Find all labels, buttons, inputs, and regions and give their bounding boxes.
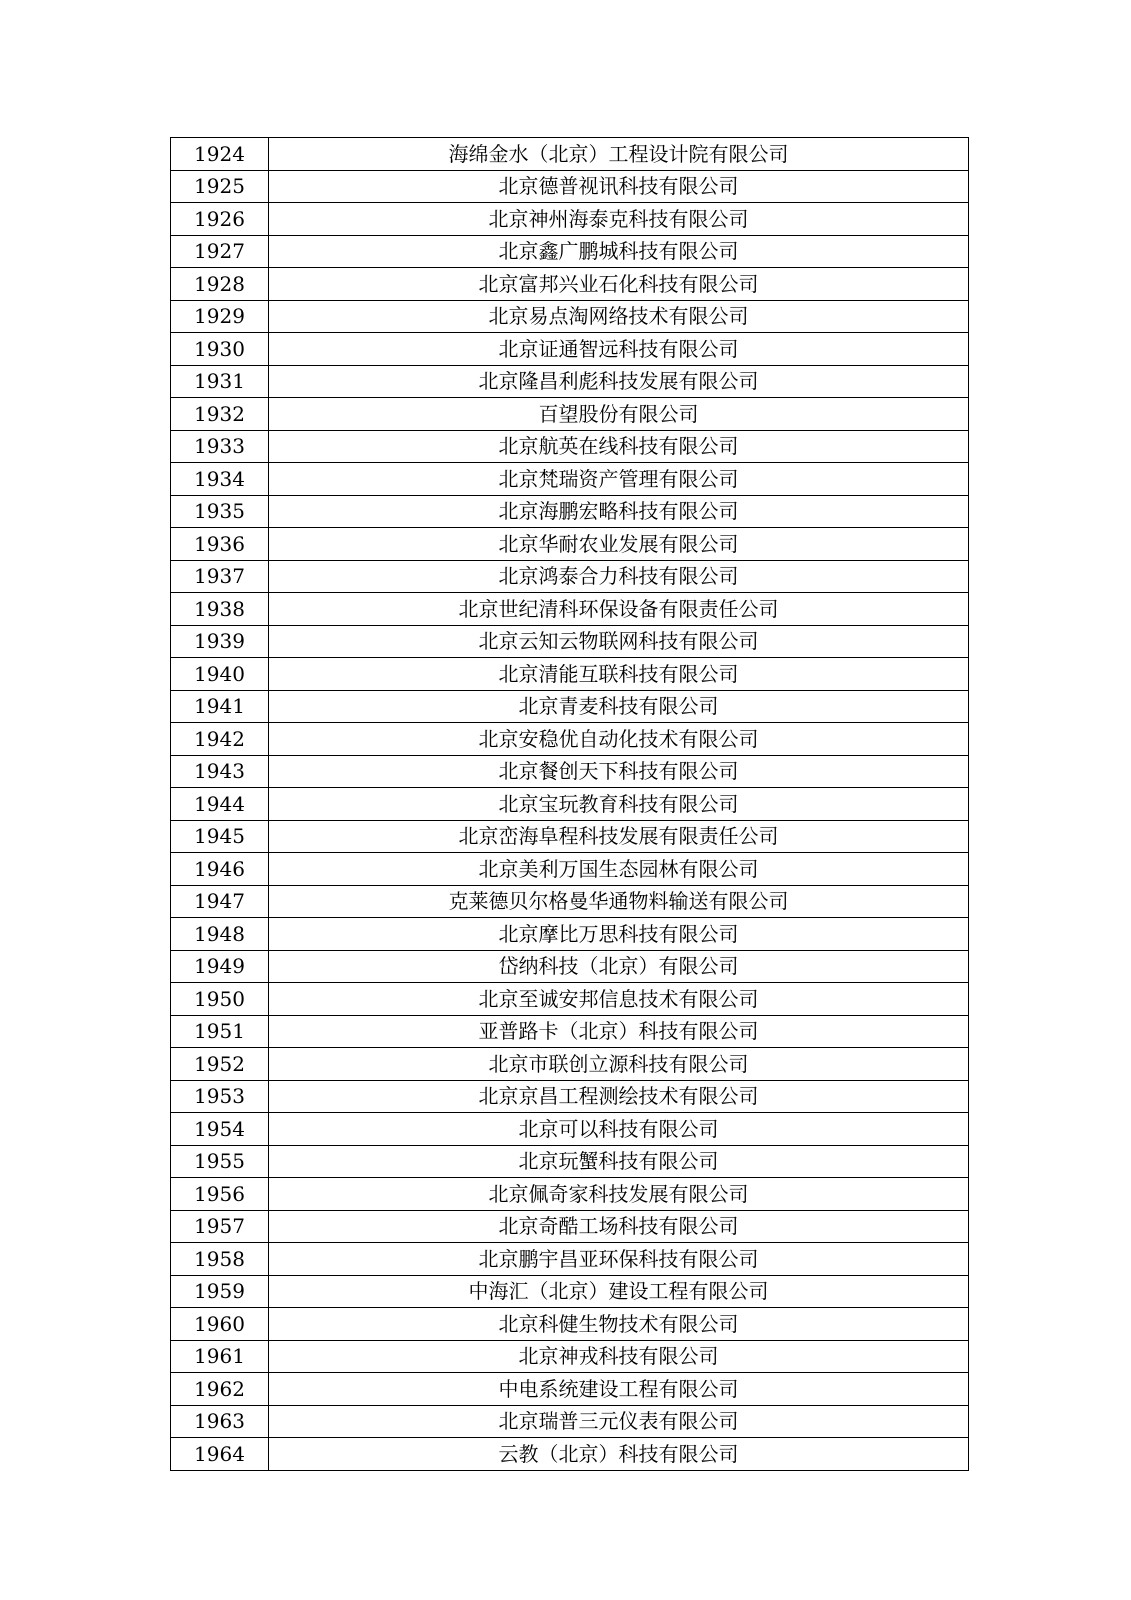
company-name-cell: 北京摩比万思科技有限公司: [269, 918, 969, 951]
company-name-cell: 北京德普视讯科技有限公司: [269, 170, 969, 203]
table-row: [171, 625, 969, 658]
row-number-cell: 1931: [171, 365, 269, 398]
company-list-table: [170, 137, 969, 1471]
company-name-cell: 北京美利万国生态园林有限公司: [269, 853, 969, 886]
row-number-cell: 1927: [171, 235, 269, 268]
company-name-cell: 北京神戎科技有限公司: [269, 1340, 969, 1373]
company-name-cell: 北京青麦科技有限公司: [269, 690, 969, 723]
table-row: [171, 1308, 969, 1341]
company-name-cell: 克莱德贝尔格曼华通物料输送有限公司: [269, 885, 969, 918]
company-name-cell: 中电系统建设工程有限公司: [269, 1373, 969, 1406]
company-name-cell: 北京宝玩教育科技有限公司: [269, 788, 969, 821]
table-row: [171, 983, 969, 1016]
row-number-cell: 1924: [171, 138, 269, 171]
table-row: [171, 300, 969, 333]
row-number-cell: 1962: [171, 1373, 269, 1406]
row-number-cell: 1944: [171, 788, 269, 821]
row-number-cell: 1950: [171, 983, 269, 1016]
company-name-cell: 北京航英在线科技有限公司: [269, 430, 969, 463]
company-name-cell: 云教（北京）科技有限公司: [269, 1438, 969, 1471]
company-name-cell: 北京易点淘网络技术有限公司: [269, 300, 969, 333]
table-row: [171, 820, 969, 853]
row-number-cell: 1961: [171, 1340, 269, 1373]
company-name-cell: 北京富邦兴业石化科技有限公司: [269, 268, 969, 301]
company-list-body: [171, 138, 969, 1471]
table-row: [171, 463, 969, 496]
table-row: [171, 398, 969, 431]
company-name-cell: 北京安稳优自动化技术有限公司: [269, 723, 969, 756]
table-row: [171, 1145, 969, 1178]
table-row: [171, 1340, 969, 1373]
table-row: [171, 1405, 969, 1438]
row-number-cell: 1941: [171, 690, 269, 723]
table-row: [171, 1210, 969, 1243]
row-number-cell: 1959: [171, 1275, 269, 1308]
row-number-cell: 1943: [171, 755, 269, 788]
company-name-cell: 北京云知云物联网科技有限公司: [269, 625, 969, 658]
table-row: [171, 1275, 969, 1308]
row-number-cell: 1963: [171, 1405, 269, 1438]
row-number-cell: 1939: [171, 625, 269, 658]
row-number-cell: 1933: [171, 430, 269, 463]
row-number-cell: 1955: [171, 1145, 269, 1178]
company-name-cell: 北京隆昌利彪科技发展有限公司: [269, 365, 969, 398]
table-row: [171, 1080, 969, 1113]
row-number-cell: 1958: [171, 1243, 269, 1276]
table-row: [171, 690, 969, 723]
row-number-cell: 1951: [171, 1015, 269, 1048]
row-number-cell: 1935: [171, 495, 269, 528]
company-name-cell: 北京鑫广鹏城科技有限公司: [269, 235, 969, 268]
company-name-cell: 中海汇（北京）建设工程有限公司: [269, 1275, 969, 1308]
row-number-cell: 1948: [171, 918, 269, 951]
row-number-cell: 1929: [171, 300, 269, 333]
table-row: [171, 885, 969, 918]
table-row: [171, 138, 969, 171]
company-name-cell: 北京京昌工程测绘技术有限公司: [269, 1080, 969, 1113]
table-row: [171, 950, 969, 983]
company-name-cell: 亚普路卡（北京）科技有限公司: [269, 1015, 969, 1048]
table-row: [171, 268, 969, 301]
company-name-cell: 海绵金水（北京）工程设计院有限公司: [269, 138, 969, 171]
table-row: [171, 788, 969, 821]
table-row: [171, 365, 969, 398]
table-row: [171, 333, 969, 366]
company-name-cell: 北京奇酷工场科技有限公司: [269, 1210, 969, 1243]
row-number-cell: 1947: [171, 885, 269, 918]
table-row: [171, 235, 969, 268]
company-name-cell: 百望股份有限公司: [269, 398, 969, 431]
table-row: [171, 430, 969, 463]
table-row: [171, 560, 969, 593]
row-number-cell: 1953: [171, 1080, 269, 1113]
row-number-cell: 1957: [171, 1210, 269, 1243]
company-name-cell: 北京鹏宇昌亚环保科技有限公司: [269, 1243, 969, 1276]
company-name-cell: 北京峦海阜程科技发展有限责任公司: [269, 820, 969, 853]
row-number-cell: 1930: [171, 333, 269, 366]
table-row: [171, 203, 969, 236]
table-row: [171, 918, 969, 951]
company-name-cell: 北京瑞普三元仪表有限公司: [269, 1405, 969, 1438]
company-name-cell: 北京佩奇家科技发展有限公司: [269, 1178, 969, 1211]
row-number-cell: 1942: [171, 723, 269, 756]
table-row: [171, 1438, 969, 1471]
table-row: [171, 1243, 969, 1276]
company-name-cell: 北京科健生物技术有限公司: [269, 1308, 969, 1341]
table-row: [171, 593, 969, 626]
company-name-cell: 北京神州海泰克科技有限公司: [269, 203, 969, 236]
company-name-cell: 北京至诚安邦信息技术有限公司: [269, 983, 969, 1016]
table-row: [171, 1113, 969, 1146]
table-row: [171, 170, 969, 203]
company-name-cell: 北京世纪清科环保设备有限责任公司: [269, 593, 969, 626]
table-row: [171, 1048, 969, 1081]
company-name-cell: 北京清能互联科技有限公司: [269, 658, 969, 691]
table-row: [171, 755, 969, 788]
row-number-cell: 1956: [171, 1178, 269, 1211]
table-row: [171, 658, 969, 691]
table-row: [171, 495, 969, 528]
company-name-cell: 北京梵瑞资产管理有限公司: [269, 463, 969, 496]
row-number-cell: 1945: [171, 820, 269, 853]
row-number-cell: 1960: [171, 1308, 269, 1341]
document-page: [170, 137, 966, 1471]
company-name-cell: 北京玩蟹科技有限公司: [269, 1145, 969, 1178]
row-number-cell: 1938: [171, 593, 269, 626]
table-row: [171, 1015, 969, 1048]
row-number-cell: 1936: [171, 528, 269, 561]
row-number-cell: 1952: [171, 1048, 269, 1081]
table-row: [171, 723, 969, 756]
row-number-cell: 1937: [171, 560, 269, 593]
row-number-cell: 1946: [171, 853, 269, 886]
company-name-cell: 岱纳科技（北京）有限公司: [269, 950, 969, 983]
row-number-cell: 1926: [171, 203, 269, 236]
row-number-cell: 1964: [171, 1438, 269, 1471]
company-name-cell: 北京华耐农业发展有限公司: [269, 528, 969, 561]
table-row: [171, 1178, 969, 1211]
row-number-cell: 1925: [171, 170, 269, 203]
company-name-cell: 北京可以科技有限公司: [269, 1113, 969, 1146]
table-row: [171, 1373, 969, 1406]
row-number-cell: 1954: [171, 1113, 269, 1146]
table-row: [171, 853, 969, 886]
row-number-cell: 1928: [171, 268, 269, 301]
company-name-cell: 北京证通智远科技有限公司: [269, 333, 969, 366]
company-name-cell: 北京海鹏宏略科技有限公司: [269, 495, 969, 528]
company-name-cell: 北京餐创天下科技有限公司: [269, 755, 969, 788]
row-number-cell: 1940: [171, 658, 269, 691]
row-number-cell: 1932: [171, 398, 269, 431]
company-name-cell: 北京鸿泰合力科技有限公司: [269, 560, 969, 593]
row-number-cell: 1934: [171, 463, 269, 496]
row-number-cell: 1949: [171, 950, 269, 983]
table-row: [171, 528, 969, 561]
company-name-cell: 北京市联创立源科技有限公司: [269, 1048, 969, 1081]
